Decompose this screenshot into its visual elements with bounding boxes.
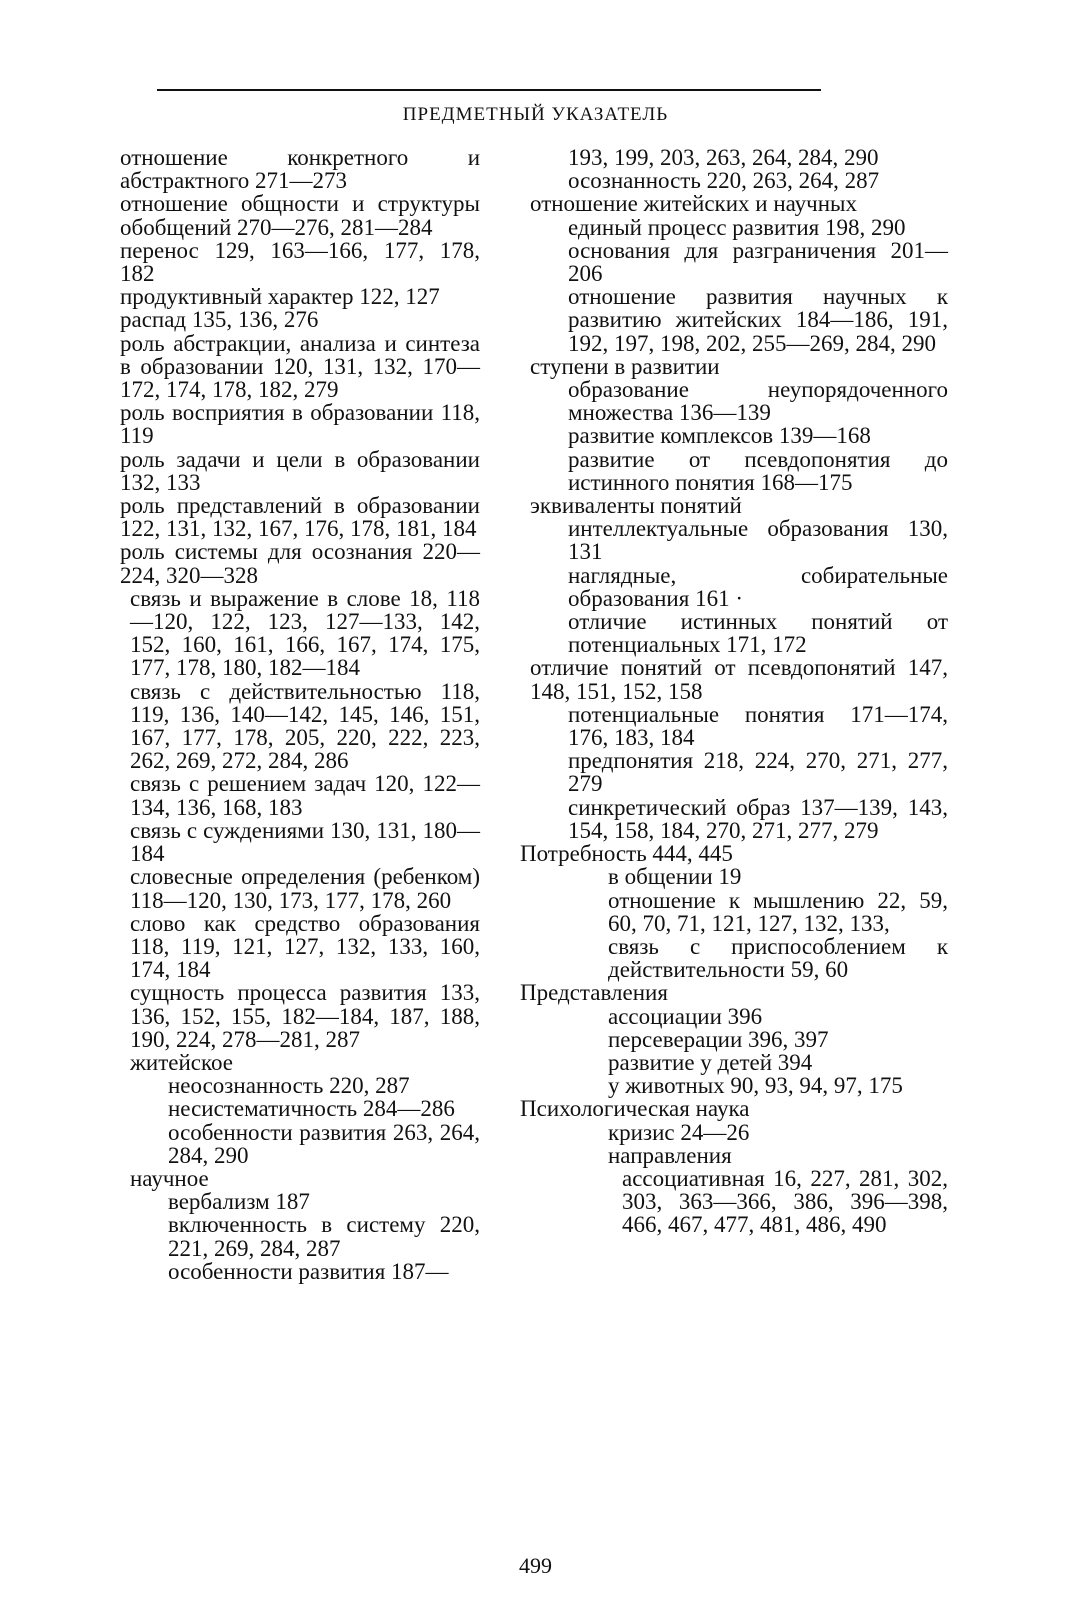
index-entry: слово как средство образования 118, 119, 121, 127, 132, 133, 160, 174, 184 bbox=[130, 910, 480, 983]
index-entry: продуктивный характер 122, 127 bbox=[120, 284, 440, 310]
index-entry: 193, 199, 203, 263, 264, 284, 290 bbox=[568, 145, 879, 170]
index-column-right bbox=[520, 146, 948, 1237]
index-entry: особенности развития 187— bbox=[168, 1258, 449, 1284]
index-entry: связь с действительностью 118, 119, 136, 140—142, 145, 146, 151, 167, 177, 178, 205, 220, 222, 223, 262, 269, 272, 284, 286 bbox=[130, 678, 480, 774]
index-entry: единый процесс развития 198, 290 bbox=[568, 214, 906, 240]
index-entry: отношение житейских и научных bbox=[530, 191, 857, 217]
page-number: 499 bbox=[519, 1553, 552, 1578]
index-entry: неосознанность 220, 287 bbox=[168, 1073, 410, 1099]
index-entry: роль задачи и цели в образовании 132, 133 bbox=[120, 446, 480, 495]
index-entry: сущность процесса развития 133, 136, 152, 155, 182—184, 187, 188, 190, 224, 278—281, 287 bbox=[130, 980, 480, 1052]
index-entry: основания для разграничения 201—206 bbox=[568, 237, 948, 287]
index-entry: эквиваленты понятий bbox=[530, 493, 742, 519]
index-entry: роль представлений в образовании 122, 131, 132, 167, 176, 178, 181, 184 bbox=[120, 493, 480, 542]
index-entry: вербализм 187 bbox=[168, 1189, 310, 1215]
index-entry: отличие понятий от псевдопонятий 147, 148, 151, 152, 158 bbox=[530, 655, 948, 704]
index-entry: связь и выражение в слове 18, 118—120, 122, 123, 127—133, 142, 152, 160, 161, 166, 167, 174, 175, 177, 178, 180, 182—184 bbox=[130, 585, 480, 681]
index-entry: распад 135, 136, 276 bbox=[120, 307, 319, 333]
index-entry: синкретический образ 137—139, 143, 154, 158, 184, 270, 271, 277, 279 bbox=[568, 794, 948, 843]
index-entry: развитие комплексов 139—168 bbox=[568, 423, 871, 449]
index-entry: отношение конкретного и абстрактного 271—273 bbox=[120, 145, 480, 194]
index-entry: словесные определения (ребенком) 118—120, 130, 173, 177, 178, 260 bbox=[130, 864, 480, 913]
index-entry: роль восприятия в образовании 118, 119 bbox=[120, 400, 480, 449]
index-entry: Представления bbox=[520, 980, 668, 1006]
index-entry: житейское bbox=[130, 1049, 233, 1075]
index-entry: включенность в систему 220, 221, 269, 284, 287 bbox=[168, 1212, 480, 1261]
index-entry: ассоциации 396 bbox=[608, 1003, 763, 1029]
index-entry: направления bbox=[608, 1142, 732, 1168]
index-entry: осознанность 220, 263, 264, 287 bbox=[568, 168, 880, 194]
index-entry: связь с суждениями 130, 131, 180—184 bbox=[130, 817, 480, 867]
index-column-left bbox=[120, 146, 480, 1283]
index-entry: отношение общности и структуры обобщений 270—276, 281—284 bbox=[120, 191, 480, 240]
index-entry: развитие у детей 394 bbox=[608, 1049, 813, 1075]
index-entry: образование неупорядоченного множества 136—139 bbox=[568, 377, 948, 426]
index-entry: наглядные, собирательные образования 161 · bbox=[568, 562, 948, 611]
index-entry: интеллектуальные образования 130, 131 bbox=[568, 516, 948, 565]
index-entry: предпонятия 218, 224, 270, 271, 277, 279 bbox=[568, 748, 948, 797]
index-entry: связь с решением задач 120, 122—134, 136, 168, 183 bbox=[130, 771, 480, 820]
index-entry: кризис 24—26 bbox=[608, 1119, 750, 1145]
index-entry: развитие от псевдопонятия до истинного понятия 168—175 bbox=[568, 446, 948, 495]
index-entry: особенности развития 263, 264, 284, 290 bbox=[168, 1119, 480, 1168]
index-entry: несистематичность 284—286 bbox=[168, 1096, 455, 1122]
index-entry: роль системы для осознания 220—224, 320—328 bbox=[120, 539, 480, 588]
index-entry: научное bbox=[130, 1165, 209, 1191]
index-entry: у животных 90, 93, 94, 97, 175 bbox=[608, 1073, 903, 1099]
index-entry: роль абстракции, анализа и синтеза в образовании 120, 131, 132, 170—172, 174, 178, 182, 279 bbox=[120, 330, 480, 403]
index-entry: отличие истинных понятий от потенциальных 171, 172 bbox=[568, 609, 948, 658]
index-entry: Психологическая наука bbox=[520, 1096, 750, 1122]
header-rule bbox=[157, 89, 821, 91]
index-entry: потенциальные понятия 171—174, 176, 183, 184 bbox=[568, 701, 948, 751]
index-entry: перенос 129, 163—166, 177, 178, 182 bbox=[120, 237, 480, 287]
index-entry: в общении 19 bbox=[608, 864, 742, 890]
index-entry: Потребность 444, 445 bbox=[520, 841, 733, 867]
running-header: ПРЕДМЕТНЫЙ УКАЗАТЕЛЬ bbox=[402, 104, 669, 125]
index-entry: персеверации 396, 397 bbox=[608, 1026, 829, 1052]
index-entry: связь с приспособлением к действительности 59, 60 bbox=[608, 933, 948, 983]
index-entry: ассоциативная 16, 227, 281, 302, 303, 363—366, 386, 396—398, 466, 467, 477, 481, 486, 490 bbox=[622, 1165, 948, 1238]
index-entry: отношение развития научных к развитию житейских 184—186, 191, 192, 197, 198, 202, 255—269, 284, 290 bbox=[568, 284, 948, 356]
index-entry: отношение к мышлению 22, 59, 60, 70, 71, 121, 127, 132, 133, bbox=[608, 887, 948, 936]
index-entry: ступени в развитии bbox=[530, 353, 720, 379]
